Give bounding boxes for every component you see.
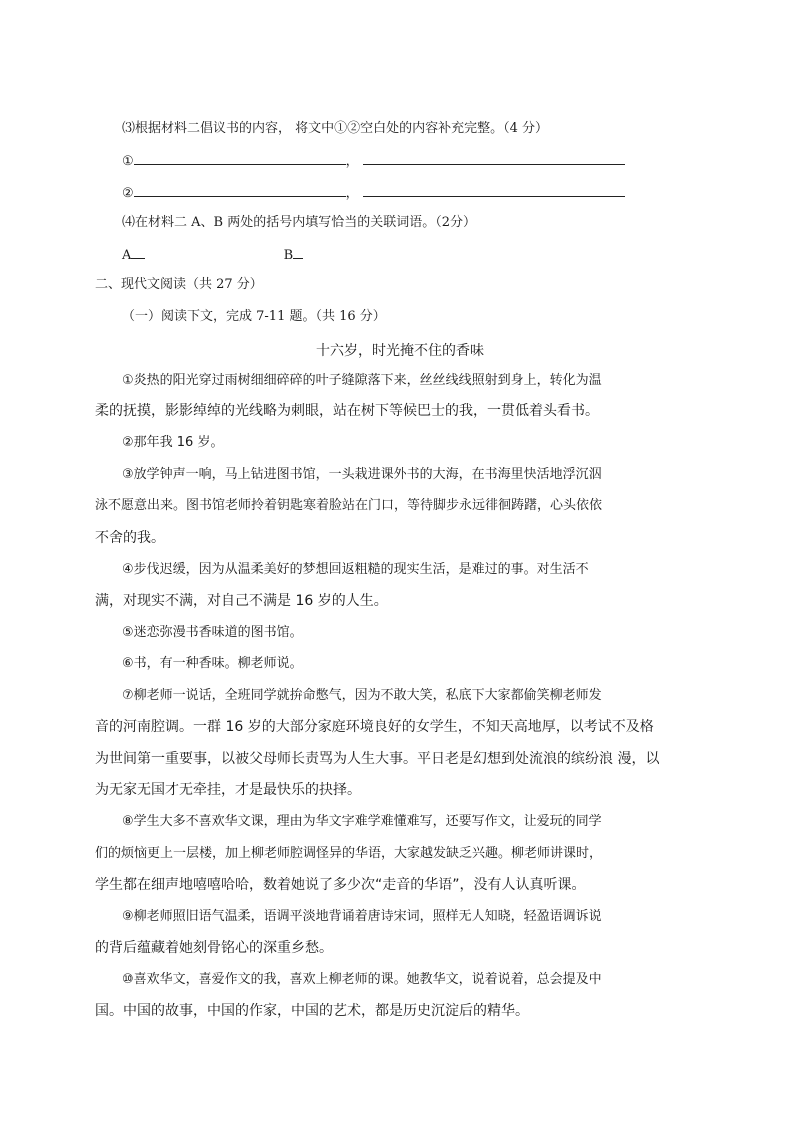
article-line: ⑩喜欢华文，喜爱作文的我，喜欢上柳老师的课。她教华文，说着说着，总会提及中 <box>122 972 602 987</box>
answer-blank-2a[interactable] <box>134 184 346 197</box>
blank-label-1: ① <box>122 154 134 169</box>
answer-blank-2b[interactable] <box>363 184 625 197</box>
article-line: 音的河南腔调。一群 16 岁的大部分家庭环境良好的女学生，不知天高地厚，以考试不及格 <box>95 719 654 735</box>
sub-section-heading: （一）阅读下文，完成 7-11 题。（共 16 分） <box>122 309 386 324</box>
article-line: 国。中国的故事，中国的作家，中国的艺术，都是历史沉淀后的精华。 <box>95 1003 529 1019</box>
article-line: 满，对现实不满，对自己不满是 16 岁的人生。 <box>95 593 388 609</box>
article-title: 十六岁，时光掩不住的香味 <box>316 343 484 359</box>
article-line: ⑧学生大多不喜欢华文课，理由为华文字难学难懂难写，还要写作文，让爱玩的同学 <box>122 814 602 829</box>
article-line: 泳不愿意出来。图书馆老师拎着钥匙寒着脸站在门口，等待脚步永远徘徊踌躇，心头依依 <box>95 498 603 513</box>
answer-blank-1a[interactable] <box>134 152 346 165</box>
q3-blank-row-2 <box>122 184 625 203</box>
article-line: ④步伐迟缓，因为从温柔美好的梦想回返粗糙的现实生活，是难过的事。对生活不 <box>122 562 589 577</box>
comma: ， <box>345 186 359 201</box>
answer-a-label: A <box>122 248 132 263</box>
q3-blank-row-1 <box>122 152 625 171</box>
q3-prompt: ⑶根据材料二倡议书的内容， 将文中①②空白处的内容补充完整。（4 分） <box>122 121 549 136</box>
article-line: ⑨柳老师照旧语气温柔，语调平淡地背诵着唐诗宋词，照样无人知晓，轻盈语调诉说 <box>122 909 602 924</box>
article-line: 的背后蕴藏着她刻骨铭心的深重乡愁。 <box>95 940 333 956</box>
article-line: 为无家无国才无牵挂，才是最快乐的抉择。 <box>95 782 361 798</box>
q4-answer-row <box>122 246 303 265</box>
answer-b-label: B <box>283 248 294 263</box>
article-line: ①炎热的阳光穿过雨树细细碎碎的叶子缝隙落下来，丝丝线线照射到身上，转化为温 <box>122 373 602 388</box>
answer-blank-1b[interactable] <box>363 152 625 165</box>
article-line: ⑤迷恋弥漫书香味道的图书馆。 <box>122 625 303 640</box>
article-line: 们的烦恼更上一层楼，加上柳老师腔调怪异的华语，大家越发缺乏兴趣。柳老师讲课时， <box>95 846 603 861</box>
article-line: ⑥书，有一种香味。柳老师说。 <box>122 656 303 671</box>
article-line: ②那年我 16 岁。 <box>122 435 224 450</box>
section-heading: 二、现代文阅读（共 27 分） <box>95 277 263 292</box>
article-line: ③放学钟声一响，马上钻进图书馆，一头栽进课外书的大海，在书海里快活地浮沉泅 <box>122 467 602 482</box>
article-line: 学生都在细声地嘻嘻哈哈，数着她说了多少次“走音的华语”，没有人认真听课。 <box>95 877 586 893</box>
article-line: ⑦柳老师一说话，全班同学就拚命憋气，因为不敢大笑，私底下大家都偷笑柳老师发 <box>122 688 602 703</box>
article-line: 柔的抚摸，影影绰绰的光线略为刺眼，站在树下等候巴士的我，一贯低着头看书。 <box>95 403 599 419</box>
q4-prompt: ⑷在材料二 A、B 两处的括号内填写恰当的关联词语。（2分） <box>122 215 476 230</box>
blank-label-2: ② <box>122 186 134 201</box>
article-line: 为世间第一重要事，以被父母师长责骂为人生大事。平日老是幻想到处流浪的缤纷浪 漫，以 <box>95 751 660 767</box>
article-line: 不舍的我。 <box>95 530 165 546</box>
answer-b-blank[interactable] <box>293 246 303 259</box>
answer-a-blank[interactable] <box>131 246 145 259</box>
comma: ， <box>345 154 359 169</box>
